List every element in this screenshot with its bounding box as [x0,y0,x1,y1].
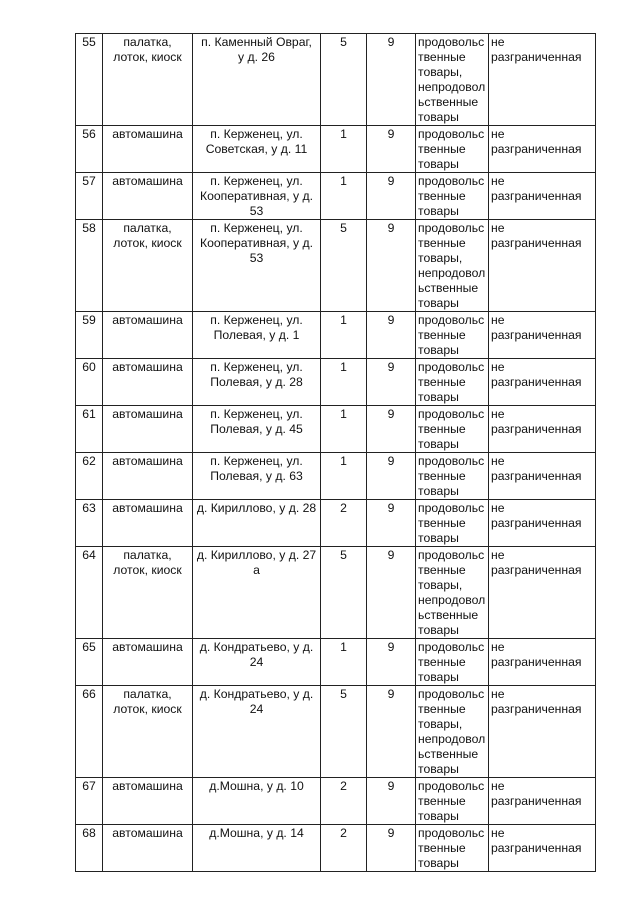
ownership-line: разграниченная [491,142,582,156]
address-cell [193,34,321,126]
goods-line: товары [418,670,459,684]
goods-line: товары [418,390,459,404]
goods-line: товары, [418,717,463,731]
ownership-line: разграниченная [491,422,582,436]
ownership-line: не [491,313,505,327]
goods-line: ьственные [418,747,479,761]
goods-line: твенные [418,142,466,156]
goods-cell [416,453,489,500]
goods-cell [416,312,489,359]
goods-line: продовольс [418,221,485,235]
ownership-line: не [491,174,505,188]
object-type-cell [103,453,193,500]
term-cell: 9 [367,220,416,312]
goods-line: продовольс [418,826,485,840]
goods-line: непродовол [418,593,486,607]
goods-line: продовольс [418,407,485,421]
term-cell: 9 [367,359,416,406]
quantity-cell: 1 [321,359,367,406]
table-row [76,825,596,872]
goods-line: продовольс [418,127,485,141]
ownership-cell [489,406,596,453]
term-cell: 9 [367,173,416,220]
goods-cell [416,34,489,126]
address-line: Полевая, у д. 28 [210,375,303,389]
goods-line: твенные [418,189,466,203]
table-row [76,686,596,778]
ownership-line: не [491,35,505,49]
goods-line: твенные [418,794,466,808]
goods-line: твенные [418,50,466,64]
quantity-cell: 1 [321,406,367,453]
object-type-cell [103,547,193,639]
address-cell [193,686,321,778]
ownership-line: разграниченная [491,236,582,250]
goods-line: твенные [418,841,466,855]
goods-line: твенные [418,702,466,716]
address-cell [193,500,321,547]
quantity-cell: 5 [321,686,367,778]
term-cell: 9 [367,453,416,500]
ownership-cell [489,359,596,406]
goods-line: продовольс [418,548,485,562]
goods-line: продовольс [418,313,485,327]
row-number-cell: 56 [76,126,103,173]
goods-line: товары, [418,65,463,79]
row-number-cell: 59 [76,312,103,359]
row-number-cell: 58 [76,220,103,312]
table-row [76,126,596,173]
address-line: у д. 26 [238,50,275,64]
goods-cell [416,126,489,173]
ownership-line: не [491,360,505,374]
row-number-cell: 62 [76,453,103,500]
goods-line: твенные [418,375,466,389]
ownership-cell [489,34,596,126]
object-type-line: автомашина [112,454,183,468]
goods-line: непродовол [418,80,486,94]
object-type-cell [103,34,193,126]
goods-cell [416,778,489,825]
quantity-cell: 2 [321,778,367,825]
address-line: п. Керженец, ул. [210,221,303,235]
ownership-line: не [491,454,505,468]
address-line: Полевая, у д. 1 [213,328,300,342]
ownership-cell [489,453,596,500]
table-row [76,173,596,220]
term-cell: 9 [367,406,416,453]
address-line: п. Керженец, ул. [210,407,303,421]
row-number-cell: 61 [76,406,103,453]
quantity-cell: 1 [321,453,367,500]
ownership-line: не [491,687,505,701]
goods-line: товары [418,204,459,218]
table-row [76,639,596,686]
table-row [76,547,596,639]
object-type-line: палатка, [123,548,172,562]
address-line: п. Керженец, ул. [210,454,303,468]
object-type-cell [103,126,193,173]
address-line: д.Мошна, у д. 14 [209,826,304,840]
ownership-cell [489,639,596,686]
ownership-cell [489,312,596,359]
address-cell [193,359,321,406]
row-number-cell: 55 [76,34,103,126]
ownership-line: разграниченная [491,469,582,483]
row-number-cell: 66 [76,686,103,778]
object-type-line: лоток, киоск [113,50,182,64]
object-type-cell [103,500,193,547]
ownership-cell [489,825,596,872]
address-line: Кооперативная, у д. [199,236,314,250]
object-type-cell [103,825,193,872]
object-type-cell [103,220,193,312]
row-number-cell: 64 [76,547,103,639]
address-line: Полевая, у д. 63 [210,469,303,483]
address-line: п. Керженец, ул. [210,174,303,188]
quantity-cell: 5 [321,547,367,639]
ownership-line: разграниченная [491,841,582,855]
table-row [76,453,596,500]
table-row [76,312,596,359]
address-cell [193,126,321,173]
object-type-cell [103,359,193,406]
goods-line: твенные [418,328,466,342]
goods-line: твенные [418,469,466,483]
object-type-line: автомашина [112,640,183,654]
goods-cell [416,547,489,639]
row-number-cell: 60 [76,359,103,406]
address-cell [193,312,321,359]
goods-cell [416,500,489,547]
object-type-line: автомашина [112,127,183,141]
row-number-cell: 68 [76,825,103,872]
goods-line: непродовол [418,266,486,280]
row-number-cell: 65 [76,639,103,686]
address-line: д. Кондратьево, у д. [199,640,314,654]
ownership-cell [489,220,596,312]
goods-line: товары [418,110,459,124]
address-cell [193,778,321,825]
quantity-cell: 1 [321,312,367,359]
object-type-line: лоток, киоск [113,702,182,716]
object-type-line: палатка, [123,221,172,235]
ownership-line: разграниченная [491,655,582,669]
goods-line: товары [418,484,459,498]
goods-line: продовольс [418,779,485,793]
goods-line: товары [418,531,459,545]
address-line: Кооперативная, у д. [199,189,314,203]
goods-line: твенные [418,655,466,669]
object-type-cell [103,406,193,453]
ownership-line: не [491,407,505,421]
goods-line: продовольс [418,174,485,188]
table-row [76,359,596,406]
ownership-cell [489,547,596,639]
address-cell [193,547,321,639]
goods-cell [416,825,489,872]
goods-line: твенные [418,236,466,250]
object-type-cell [103,686,193,778]
goods-line: твенные [418,563,466,577]
table-row [76,500,596,547]
address-line: п. Керженец, ул. [210,313,303,327]
ownership-cell [489,173,596,220]
trade-locations-table [75,33,596,872]
term-cell: 9 [367,686,416,778]
quantity-cell: 2 [321,825,367,872]
term-cell: 9 [367,34,416,126]
table-row [76,34,596,126]
goods-line: твенные [418,422,466,436]
ownership-line: не [491,548,505,562]
goods-line: товары [418,343,459,357]
address-cell [193,406,321,453]
ownership-line: не [491,826,505,840]
quantity-cell: 1 [321,173,367,220]
address-cell [193,639,321,686]
ownership-cell [489,686,596,778]
address-line: а [253,563,260,577]
goods-line: продовольс [418,501,485,515]
address-cell [193,220,321,312]
table-row [76,778,596,825]
address-line: Полевая, у д. 45 [210,422,303,436]
object-type-line: автомашина [112,826,183,840]
object-type-cell [103,173,193,220]
ownership-line: не [491,127,505,141]
goods-line: продовольс [418,454,485,468]
goods-line: продовольс [418,35,485,49]
object-type-line: автомашина [112,501,183,515]
goods-line: продовольс [418,687,485,701]
object-type-cell [103,778,193,825]
row-number-cell: 67 [76,778,103,825]
ownership-line: разграниченная [491,375,582,389]
goods-line: товары [418,809,459,823]
quantity-cell: 5 [321,220,367,312]
object-type-cell [103,639,193,686]
goods-line: товары [418,623,459,637]
goods-line: товары [418,762,459,776]
ownership-line: разграниченная [491,189,582,203]
address-line: д.Мошна, у д. 10 [209,779,304,793]
address-line: 24 [249,702,264,716]
object-type-line: автомашина [112,779,183,793]
term-cell: 9 [367,639,416,686]
goods-line: товары, [418,578,463,592]
ownership-line: не [491,640,505,654]
quantity-cell: 2 [321,500,367,547]
row-number-cell: 57 [76,173,103,220]
goods-line: товары [418,296,459,310]
object-type-line: палатка, [123,687,172,701]
object-type-line: автомашина [112,313,183,327]
ownership-cell [489,500,596,547]
object-type-line: автомашина [112,360,183,374]
ownership-line: разграниченная [491,702,582,716]
goods-line: товары [418,856,459,870]
goods-line: товары [418,157,459,171]
object-type-line: лоток, киоск [113,236,182,250]
address-line: д. Кондратьево, у д. [199,687,314,701]
address-line: п. Керженец, ул. [210,360,303,374]
object-type-line: автомашина [112,174,183,188]
term-cell: 9 [367,500,416,547]
address-line: 53 [249,204,264,218]
table-row [76,406,596,453]
goods-line: ьственные [418,608,479,622]
goods-line: ьственные [418,281,479,295]
address-line: 53 [249,251,264,265]
term-cell: 9 [367,778,416,825]
term-cell: 9 [367,312,416,359]
ownership-line: разграниченная [491,328,582,342]
goods-cell [416,639,489,686]
address-cell [193,825,321,872]
term-cell: 9 [367,126,416,173]
object-type-line: палатка, [123,35,172,49]
goods-line: продовольс [418,640,485,654]
ownership-line: разграниченная [491,50,582,64]
object-type-line: лоток, киоск [113,563,182,577]
ownership-cell [489,126,596,173]
goods-line: твенные [418,516,466,530]
object-type-line: автомашина [112,407,183,421]
term-cell: 9 [367,825,416,872]
goods-cell [416,359,489,406]
goods-cell [416,686,489,778]
table-body [76,34,596,872]
address-line: п. Каменный Овраг, [201,35,312,49]
ownership-line: не [491,221,505,235]
goods-line: товары, [418,251,463,265]
row-number-cell: 63 [76,500,103,547]
goods-line: товары [418,437,459,451]
address-line: п. Керженец, ул. [210,127,303,141]
object-type-cell [103,312,193,359]
address-line: д. Кириллово, у д. 27 [196,548,317,562]
goods-line: продовольс [418,360,485,374]
ownership-line: разграниченная [491,516,582,530]
address-line: д. Кириллово, у д. 28 [196,501,317,515]
ownership-line: не [491,779,505,793]
quantity-cell: 1 [321,639,367,686]
address-line: 24 [249,655,264,669]
table-row [76,220,596,312]
goods-line: ьственные [418,95,479,109]
ownership-line: разграниченная [491,563,582,577]
goods-cell [416,173,489,220]
ownership-line: не [491,501,505,515]
address-line: Советская, у д. 11 [205,142,308,156]
quantity-cell: 1 [321,126,367,173]
address-cell [193,173,321,220]
goods-cell [416,220,489,312]
term-cell: 9 [367,547,416,639]
ownership-line: разграниченная [491,794,582,808]
goods-line: непродовол [418,732,486,746]
quantity-cell: 5 [321,34,367,126]
goods-cell [416,406,489,453]
ownership-cell [489,778,596,825]
address-cell [193,453,321,500]
